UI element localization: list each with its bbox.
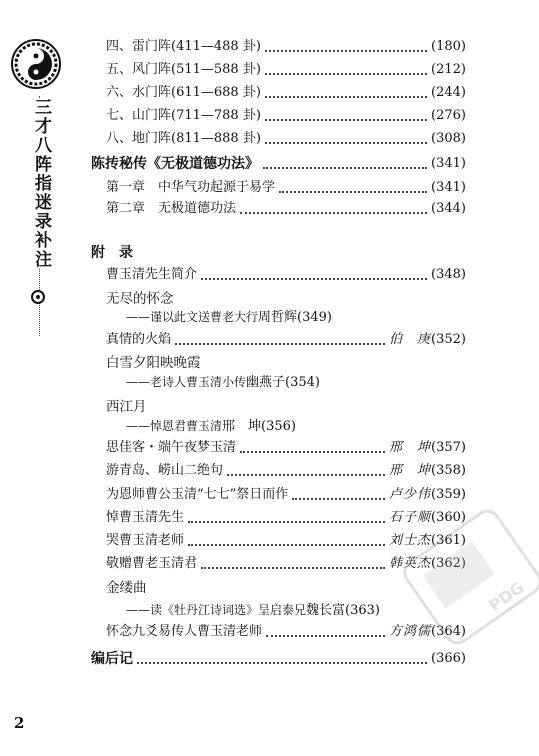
toc-title-baixue: 白雪夕阳映晚霞 — [106, 355, 201, 371]
dot-leader — [265, 50, 427, 52]
bullseye-icon — [31, 290, 45, 304]
toc-entry-fengmen[interactable] — [106, 59, 466, 79]
dot-leader — [201, 567, 385, 569]
toc-entry-wujin[interactable] — [126, 305, 466, 325]
toc-page: (361) — [431, 533, 466, 548]
toc-page: (360) — [431, 510, 466, 525]
toc-label: ——读《牡丹江诗词选》呈启泰兄 — [126, 603, 307, 617]
dot-leader — [240, 451, 385, 453]
toc-label: ——谨以此文送曹老大行 — [126, 310, 259, 324]
toc-label: 哭曹玉清老师 — [106, 533, 185, 548]
toc-label: 第二章 无极道德功法 — [106, 201, 237, 216]
toc-label: 陈抟秘传《无极道德功法》 — [91, 156, 259, 172]
toc-label: 七、山门阵(711—788 卦) — [106, 108, 261, 123]
toc-label: 第一章 中华气功起源于易学 — [106, 180, 276, 195]
toc-page: (366) — [431, 651, 466, 666]
toc-page: (341) — [431, 180, 466, 195]
toc-chapter-1[interactable] — [106, 177, 466, 197]
toc-title-wujin: 无尽的怀念 — [106, 291, 174, 307]
toc-label: 悼曹玉清先生 — [106, 510, 185, 525]
dot-leader — [265, 73, 427, 75]
toc-entry-leimen[interactable] — [106, 36, 466, 56]
dot-leader — [265, 142, 427, 144]
toc-page: (212) — [431, 62, 466, 77]
toc-entry-xijiang[interactable] — [126, 414, 466, 434]
toc-page: (352) — [431, 332, 466, 347]
appendix-heading: 附 录 — [91, 245, 133, 261]
toc-entry-weien[interactable] — [106, 484, 466, 504]
toc-page: (362) — [431, 556, 466, 571]
toc-page: (356) — [261, 419, 296, 434]
toc-section-chentuan[interactable] — [91, 153, 466, 173]
toc-page: (363) — [345, 603, 380, 618]
toc-author: 幽燕子 — [246, 375, 286, 390]
dot-leader — [279, 191, 427, 193]
toc-author: 韩英杰 — [389, 556, 432, 571]
watermark-text: PDG — [485, 577, 528, 616]
toc-entry-jingzeng[interactable] — [106, 553, 466, 573]
toc-page: (276) — [431, 108, 466, 123]
toc-author: 卢少伟 — [389, 487, 432, 502]
toc-label: 为恩师曹公玉清“七七”祭日而作 — [106, 487, 289, 502]
toc-author: 石子顺 — [389, 510, 432, 525]
toc-author: 魏长富 — [306, 603, 346, 618]
toc-title-jinlv: 金缕曲 — [106, 580, 147, 596]
toc-author: 方鸿儒 — [389, 624, 432, 639]
toc-page: (348) — [431, 267, 466, 282]
toc-entry-baixue[interactable] — [126, 370, 466, 390]
toc-page: (180) — [431, 39, 466, 54]
toc-author: 伯 庚 — [389, 332, 432, 347]
dot-leader — [188, 544, 385, 546]
toc-author: 刘士杰 — [389, 533, 432, 548]
dot-leader — [188, 521, 385, 523]
dot-leader — [175, 343, 385, 345]
dot-leader — [227, 474, 385, 476]
toc-entry-shanmen[interactable] — [106, 105, 466, 125]
dot-leader — [265, 119, 427, 121]
taiji-emblem-icon — [10, 38, 62, 90]
page-number: 2 — [14, 714, 25, 732]
toc-page: (364) — [431, 624, 466, 639]
toc-label: ——悼恩君曹玉清 — [126, 419, 223, 433]
dot-leader — [263, 167, 427, 169]
toc-chapter-2[interactable] — [106, 198, 466, 218]
toc-label: 五、风门阵(511—588 卦) — [106, 62, 261, 77]
toc-page: (344) — [431, 201, 466, 216]
toc-label: 六、水门阵(611—688 卦) — [106, 85, 261, 100]
dot-leader — [292, 498, 385, 500]
toc-page: (354) — [285, 375, 320, 390]
toc-author: 周哲辉 — [258, 310, 298, 325]
toc-entry-daocao[interactable] — [106, 507, 466, 527]
dot-leader — [240, 212, 427, 214]
toc-entry-shuimen[interactable] — [106, 82, 466, 102]
dot-leader — [266, 635, 385, 637]
side-book-title: 三才八阵指迷录补注 — [26, 98, 52, 269]
toc-page: (359) — [431, 487, 466, 502]
toc-label: 八、地门阵(811—888 卦) — [106, 131, 261, 146]
toc-page: (349) — [297, 310, 332, 325]
toc-label: 四、雷门阵(411—488 卦) — [106, 39, 261, 54]
toc-entry-kucao[interactable] — [106, 530, 466, 550]
toc-label: ——老诗人曹玉清小传 — [126, 375, 247, 389]
dot-leader — [265, 96, 427, 98]
toc-author: 邢 坤 — [389, 440, 432, 455]
toc-page: (244) — [431, 85, 466, 100]
toc-author: 邢 坤 — [389, 463, 432, 478]
toc-label: 思佳客・端午夜梦玉清 — [106, 440, 237, 455]
toc-entry-jinlv[interactable] — [126, 598, 466, 618]
toc-entry-youqing[interactable] — [106, 460, 466, 480]
toc-section-houji[interactable] — [91, 648, 466, 668]
toc-entry-huainian[interactable] — [106, 621, 466, 641]
toc-page: (357) — [431, 440, 466, 455]
toc-entry-sijia[interactable] — [106, 437, 466, 457]
toc-title-xijiang: 西江月 — [106, 399, 147, 415]
toc-page: (358) — [431, 463, 466, 478]
toc-author: 邢 坤 — [222, 419, 262, 434]
dot-leader — [201, 278, 427, 280]
toc-label: 怀念九爻易传人曹玉清老师 — [106, 624, 263, 639]
toc-label: 敬赠曹老玉清君 — [106, 556, 198, 571]
toc-page: (308) — [431, 131, 466, 146]
toc-entry-cao-intro[interactable] — [106, 264, 466, 284]
toc-label: 曹玉清先生简介 — [106, 267, 198, 282]
toc-page: (341) — [431, 156, 466, 171]
toc-label: 真情的火焰 — [106, 332, 172, 347]
toc-entry-dimen[interactable] — [106, 128, 466, 148]
dot-leader — [137, 662, 427, 664]
toc-label: 编后记 — [91, 651, 133, 667]
toc-label: 游青岛、崂山二绝句 — [106, 463, 224, 478]
toc-entry-zhenqing[interactable] — [106, 329, 466, 349]
